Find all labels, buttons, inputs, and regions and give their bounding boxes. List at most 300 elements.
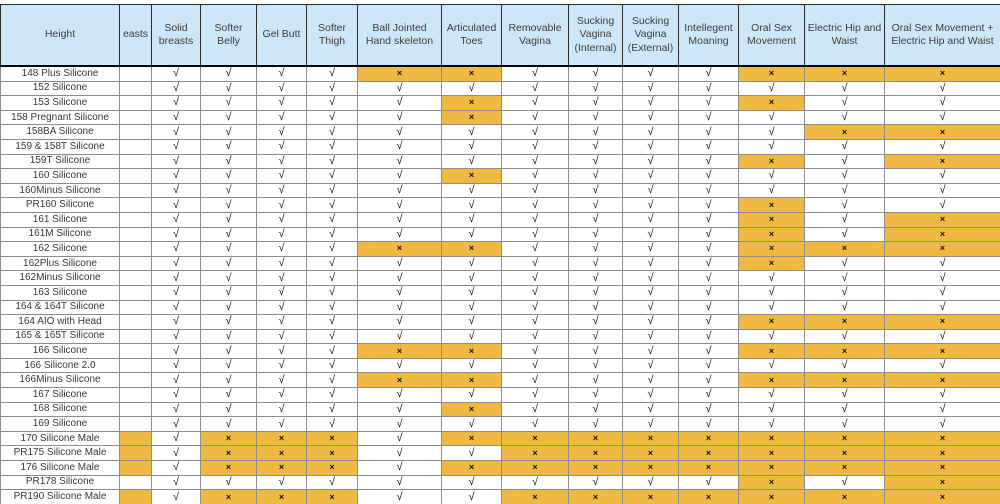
cell-check: √ [739, 183, 805, 198]
cell-check: √ [502, 315, 569, 330]
cell-cross: × [885, 242, 1000, 257]
cell-check: √ [569, 271, 623, 286]
cell-check: √ [307, 256, 358, 271]
cell-check: √ [257, 183, 307, 198]
table-row [1, 344, 1000, 359]
cell-check: √ [152, 431, 201, 446]
cell-check: √ [885, 139, 1000, 154]
cell-check: √ [885, 300, 1000, 315]
table-row [1, 461, 1000, 476]
cell-check: √ [885, 271, 1000, 286]
cell-check: √ [358, 417, 442, 432]
cell-blank [120, 329, 152, 344]
cell-cross: × [885, 212, 1000, 227]
cell-check: √ [569, 242, 623, 257]
cell-check: √ [152, 256, 201, 271]
cell-check: √ [152, 169, 201, 184]
cell-check: √ [569, 475, 623, 490]
cell-blank [120, 315, 152, 330]
cell-check: √ [152, 329, 201, 344]
cell-check: √ [442, 446, 502, 461]
cell-cross: × [623, 490, 679, 504]
table-row [1, 212, 1000, 227]
cell-check: √ [442, 154, 502, 169]
cell-check: √ [358, 81, 442, 96]
cell-blank [120, 475, 152, 490]
cell-check: √ [307, 271, 358, 286]
cell-check: √ [307, 388, 358, 403]
cell-check: √ [358, 212, 442, 227]
cell-check: √ [201, 125, 257, 140]
cell-check: √ [152, 66, 201, 81]
cell-cross: × [569, 431, 623, 446]
cell-check: √ [623, 329, 679, 344]
cell-check: √ [358, 315, 442, 330]
cell-check: √ [805, 81, 885, 96]
cell-check: √ [885, 169, 1000, 184]
cell-check: √ [358, 198, 442, 213]
col-header-intellegent_moaning: Intellegent Moaning [679, 5, 739, 67]
row-label: 162 Silicone [1, 242, 120, 257]
cell-cross: × [805, 461, 885, 476]
row-label: 169 Silicone [1, 417, 120, 432]
cell-check: √ [739, 110, 805, 125]
cell-check: √ [805, 256, 885, 271]
table-row [1, 110, 1000, 125]
cell-check: √ [502, 358, 569, 373]
cell-blank [120, 344, 152, 359]
cell-check: √ [502, 475, 569, 490]
cell-cross: × [257, 446, 307, 461]
cell-check: √ [805, 285, 885, 300]
cell-blank [120, 358, 152, 373]
table-row [1, 183, 1000, 198]
table-row [1, 402, 1000, 417]
cell-check: √ [569, 344, 623, 359]
cell-check: √ [152, 315, 201, 330]
col-header-height: Height [1, 5, 120, 67]
cell-check: √ [257, 139, 307, 154]
cell-check: √ [442, 490, 502, 504]
cell-blank [120, 169, 152, 184]
cell-check: √ [569, 183, 623, 198]
col-header-solid_breasts: Solid breasts [152, 5, 201, 67]
cell-check: √ [569, 315, 623, 330]
cell-check: √ [442, 271, 502, 286]
cell-check: √ [502, 373, 569, 388]
cell-cross: × [739, 242, 805, 257]
cell-check: √ [307, 183, 358, 198]
cell-check: √ [569, 139, 623, 154]
cell-check: √ [442, 285, 502, 300]
row-label: 153 Silicone [1, 96, 120, 111]
cell-cross: × [358, 373, 442, 388]
cell-cross: × [442, 431, 502, 446]
cell-cross: × [805, 344, 885, 359]
cell-check: √ [502, 183, 569, 198]
cell-check: √ [502, 154, 569, 169]
cell-check: √ [152, 96, 201, 111]
cell-check: √ [623, 344, 679, 359]
cell-cross: × [358, 242, 442, 257]
cell-check: √ [623, 300, 679, 315]
table-row [1, 417, 1000, 432]
cell-cross: × [257, 431, 307, 446]
cell-check: √ [201, 256, 257, 271]
col-header-ball_jointed_hand_skeleton: Ball Jointed Hand skeleton [358, 5, 442, 67]
cell-check: √ [307, 329, 358, 344]
cell-check: √ [502, 402, 569, 417]
cell-blank [120, 227, 152, 242]
cell-check: √ [442, 125, 502, 140]
cell-cross: × [442, 373, 502, 388]
cell-check: √ [358, 358, 442, 373]
cell-check: √ [502, 110, 569, 125]
cell-check: √ [442, 183, 502, 198]
cell-blank [120, 198, 152, 213]
row-label: 161 Silicone [1, 212, 120, 227]
cell-check: √ [502, 66, 569, 81]
cell-check: √ [885, 388, 1000, 403]
cell-check: √ [442, 358, 502, 373]
cell-check: √ [679, 475, 739, 490]
cell-cross: × [739, 461, 805, 476]
cell-check: √ [358, 125, 442, 140]
cell-cross: × [201, 446, 257, 461]
cell-cross: × [569, 446, 623, 461]
cell-check: √ [502, 300, 569, 315]
table-row [1, 256, 1000, 271]
row-label: PR178 Silicone [1, 475, 120, 490]
cell-cross: × [805, 373, 885, 388]
col-header-articulated_toes: Articulated Toes [442, 5, 502, 67]
cell-check: √ [358, 227, 442, 242]
cell-check: √ [442, 300, 502, 315]
cell-check: √ [569, 81, 623, 96]
cell-check: √ [679, 81, 739, 96]
cell-check: √ [502, 81, 569, 96]
cell-check: √ [201, 183, 257, 198]
cell-blank [120, 402, 152, 417]
cell-check: √ [201, 96, 257, 111]
cell-check: √ [201, 285, 257, 300]
cell-check: √ [679, 125, 739, 140]
cell-check: √ [679, 227, 739, 242]
cell-check: √ [307, 154, 358, 169]
cell-cross: × [885, 154, 1000, 169]
cell-check: √ [152, 490, 201, 504]
cell-check: √ [442, 198, 502, 213]
cell-check: √ [623, 110, 679, 125]
row-label: 158BA Silicone [1, 125, 120, 140]
table-row [1, 329, 1000, 344]
cell-check: √ [805, 475, 885, 490]
cell-check: √ [358, 431, 442, 446]
cell-check: √ [358, 271, 442, 286]
cell-check: √ [358, 446, 442, 461]
cell-check: √ [442, 139, 502, 154]
row-label: PR190 Silicone Male [1, 490, 120, 504]
cell-check: √ [679, 198, 739, 213]
cell-cross: × [885, 344, 1000, 359]
cell-check: √ [152, 212, 201, 227]
cell-check: √ [569, 256, 623, 271]
cell-check: √ [739, 139, 805, 154]
spec-table [0, 4, 1000, 504]
cell-cross: × [307, 490, 358, 504]
cell-check: √ [679, 242, 739, 257]
cell-check: √ [502, 417, 569, 432]
cell-cross: × [805, 315, 885, 330]
cell-check: √ [679, 402, 739, 417]
cell-check: √ [569, 154, 623, 169]
cell-cross: × [679, 431, 739, 446]
cell-check: √ [152, 271, 201, 286]
cell-blank [120, 373, 152, 388]
row-label: 165 & 165T Silicone [1, 329, 120, 344]
cell-cross: × [805, 125, 885, 140]
cell-check: √ [257, 242, 307, 257]
cell-check: √ [201, 329, 257, 344]
cell-check: √ [442, 227, 502, 242]
cell-cross: × [442, 66, 502, 81]
cell-check: √ [679, 388, 739, 403]
cell-check: √ [502, 212, 569, 227]
table-row [1, 139, 1000, 154]
cell-check: √ [805, 358, 885, 373]
cell-check: √ [358, 96, 442, 111]
cell-blank [120, 110, 152, 125]
cell-check: √ [885, 358, 1000, 373]
cell-cross: × [739, 198, 805, 213]
row-label: 159 & 158T Silicone [1, 139, 120, 154]
cell-check: √ [442, 417, 502, 432]
cell-check: √ [623, 373, 679, 388]
cell-check: √ [257, 198, 307, 213]
table-body [1, 66, 1000, 504]
row-label: 170 Silicone Male [1, 431, 120, 446]
cell-check: √ [257, 285, 307, 300]
cell-check: √ [502, 329, 569, 344]
cell-check: √ [201, 66, 257, 81]
cell-check: √ [358, 169, 442, 184]
cell-check: √ [679, 66, 739, 81]
table-row [1, 242, 1000, 257]
row-label: 163 Silicone [1, 285, 120, 300]
cell-check: √ [739, 417, 805, 432]
cell-check: √ [152, 242, 201, 257]
col-header-electric_hip_and_waist: Electric Hip and Waist [805, 5, 885, 67]
cell-cross: × [307, 461, 358, 476]
row-label: 162Minus Silicone [1, 271, 120, 286]
cell-cross: × [623, 461, 679, 476]
cell-check: √ [257, 212, 307, 227]
cell-cross: × [805, 490, 885, 504]
table-row [1, 373, 1000, 388]
cell-cross: × [885, 490, 1000, 504]
cell-check: √ [201, 373, 257, 388]
row-label: 164 & 164T Silicone [1, 300, 120, 315]
table-row [1, 66, 1000, 81]
row-label: 158 Pregnant Silicone [1, 110, 120, 125]
cell-check: √ [152, 358, 201, 373]
col-header-breasts: easts [120, 5, 152, 67]
cell-check: √ [569, 285, 623, 300]
cell-check: √ [257, 169, 307, 184]
cell-check: √ [569, 300, 623, 315]
col-header-softer_belly: Softer Belly [201, 5, 257, 67]
cell-check: √ [257, 329, 307, 344]
row-label: 168 Silicone [1, 402, 120, 417]
cell-check: √ [257, 373, 307, 388]
cell-cross: × [442, 169, 502, 184]
cell-check: √ [623, 81, 679, 96]
cell-check: √ [502, 198, 569, 213]
cell-check: √ [152, 344, 201, 359]
cell-blank [120, 417, 152, 432]
cell-check: √ [442, 81, 502, 96]
cell-check: √ [152, 388, 201, 403]
cell-check: √ [152, 183, 201, 198]
cell-check: √ [201, 300, 257, 315]
cell-check: √ [442, 329, 502, 344]
cell-check: √ [307, 169, 358, 184]
cell-check: √ [623, 417, 679, 432]
cell-check: √ [307, 358, 358, 373]
cell-cross: × [885, 475, 1000, 490]
cell-blank [120, 461, 152, 476]
cell-check: √ [679, 315, 739, 330]
cell-cross: × [885, 431, 1000, 446]
cell-check: √ [201, 110, 257, 125]
cell-check: √ [739, 388, 805, 403]
cell-check: √ [885, 256, 1000, 271]
cell-check: √ [201, 81, 257, 96]
cell-check: √ [623, 66, 679, 81]
cell-check: √ [623, 139, 679, 154]
cell-check: √ [623, 242, 679, 257]
cell-check: √ [307, 139, 358, 154]
cell-check: √ [679, 212, 739, 227]
cell-blank [120, 285, 152, 300]
cell-cross: × [442, 242, 502, 257]
cell-cross: × [805, 431, 885, 446]
cell-cross: × [307, 446, 358, 461]
cell-check: √ [201, 344, 257, 359]
row-label: PR175 Silicone Male [1, 446, 120, 461]
cell-cross: × [739, 490, 805, 504]
col-header-sucking_vagina_internal: Sucking Vagina (Internal) [569, 5, 623, 67]
cell-check: √ [679, 373, 739, 388]
cell-check: √ [623, 154, 679, 169]
cell-check: √ [257, 96, 307, 111]
cell-cross: × [739, 431, 805, 446]
cell-check: √ [152, 139, 201, 154]
table-row [1, 388, 1000, 403]
cell-check: √ [152, 110, 201, 125]
cell-check: √ [805, 388, 885, 403]
cell-check: √ [257, 256, 307, 271]
table-row [1, 125, 1000, 140]
cell-check: √ [885, 110, 1000, 125]
cell-blank [120, 388, 152, 403]
row-label: 176 Silicone Male [1, 461, 120, 476]
cell-check: √ [257, 417, 307, 432]
cell-check: √ [569, 169, 623, 184]
cell-check: √ [885, 198, 1000, 213]
cell-check: √ [442, 475, 502, 490]
cell-check: √ [502, 242, 569, 257]
cell-cross: × [201, 461, 257, 476]
cell-blank [120, 446, 152, 461]
cell-check: √ [201, 417, 257, 432]
cell-check: √ [679, 256, 739, 271]
cell-check: √ [307, 344, 358, 359]
cell-check: √ [152, 417, 201, 432]
cell-check: √ [201, 139, 257, 154]
table-row [1, 169, 1000, 184]
cell-check: √ [679, 358, 739, 373]
table-row [1, 198, 1000, 213]
cell-check: √ [201, 154, 257, 169]
cell-check: √ [623, 212, 679, 227]
cell-blank [120, 125, 152, 140]
cell-check: √ [152, 461, 201, 476]
cell-cross: × [442, 344, 502, 359]
cell-blank [120, 183, 152, 198]
cell-check: √ [257, 271, 307, 286]
cell-check: √ [569, 125, 623, 140]
cell-check: √ [152, 227, 201, 242]
cell-cross: × [307, 431, 358, 446]
col-header-sucking_vagina_external: Sucking Vagina (External) [623, 5, 679, 67]
cell-check: √ [307, 417, 358, 432]
cell-check: √ [569, 417, 623, 432]
cell-check: √ [307, 227, 358, 242]
cell-cross: × [679, 490, 739, 504]
cell-check: √ [358, 110, 442, 125]
cell-cross: × [739, 344, 805, 359]
cell-check: √ [307, 66, 358, 81]
cell-check: √ [257, 344, 307, 359]
row-label: 164 AIO with Head [1, 315, 120, 330]
cell-cross: × [739, 154, 805, 169]
cell-check: √ [152, 285, 201, 300]
cell-check: √ [358, 285, 442, 300]
cell-check: √ [885, 285, 1000, 300]
cell-check: √ [569, 66, 623, 81]
cell-cross: × [739, 315, 805, 330]
cell-cross: × [739, 66, 805, 81]
cell-check: √ [805, 139, 885, 154]
cell-check: √ [201, 358, 257, 373]
cell-check: √ [679, 183, 739, 198]
cell-cross: × [442, 461, 502, 476]
cell-check: √ [805, 96, 885, 111]
cell-check: √ [739, 81, 805, 96]
cell-blank [120, 300, 152, 315]
cell-check: √ [739, 125, 805, 140]
cell-check: √ [307, 110, 358, 125]
table-row [1, 315, 1000, 330]
table-row [1, 227, 1000, 242]
row-label: 160 Silicone [1, 169, 120, 184]
cell-check: √ [739, 358, 805, 373]
cell-check: √ [805, 402, 885, 417]
cell-check: √ [358, 490, 442, 504]
cell-check: √ [152, 125, 201, 140]
cell-cross: × [739, 373, 805, 388]
